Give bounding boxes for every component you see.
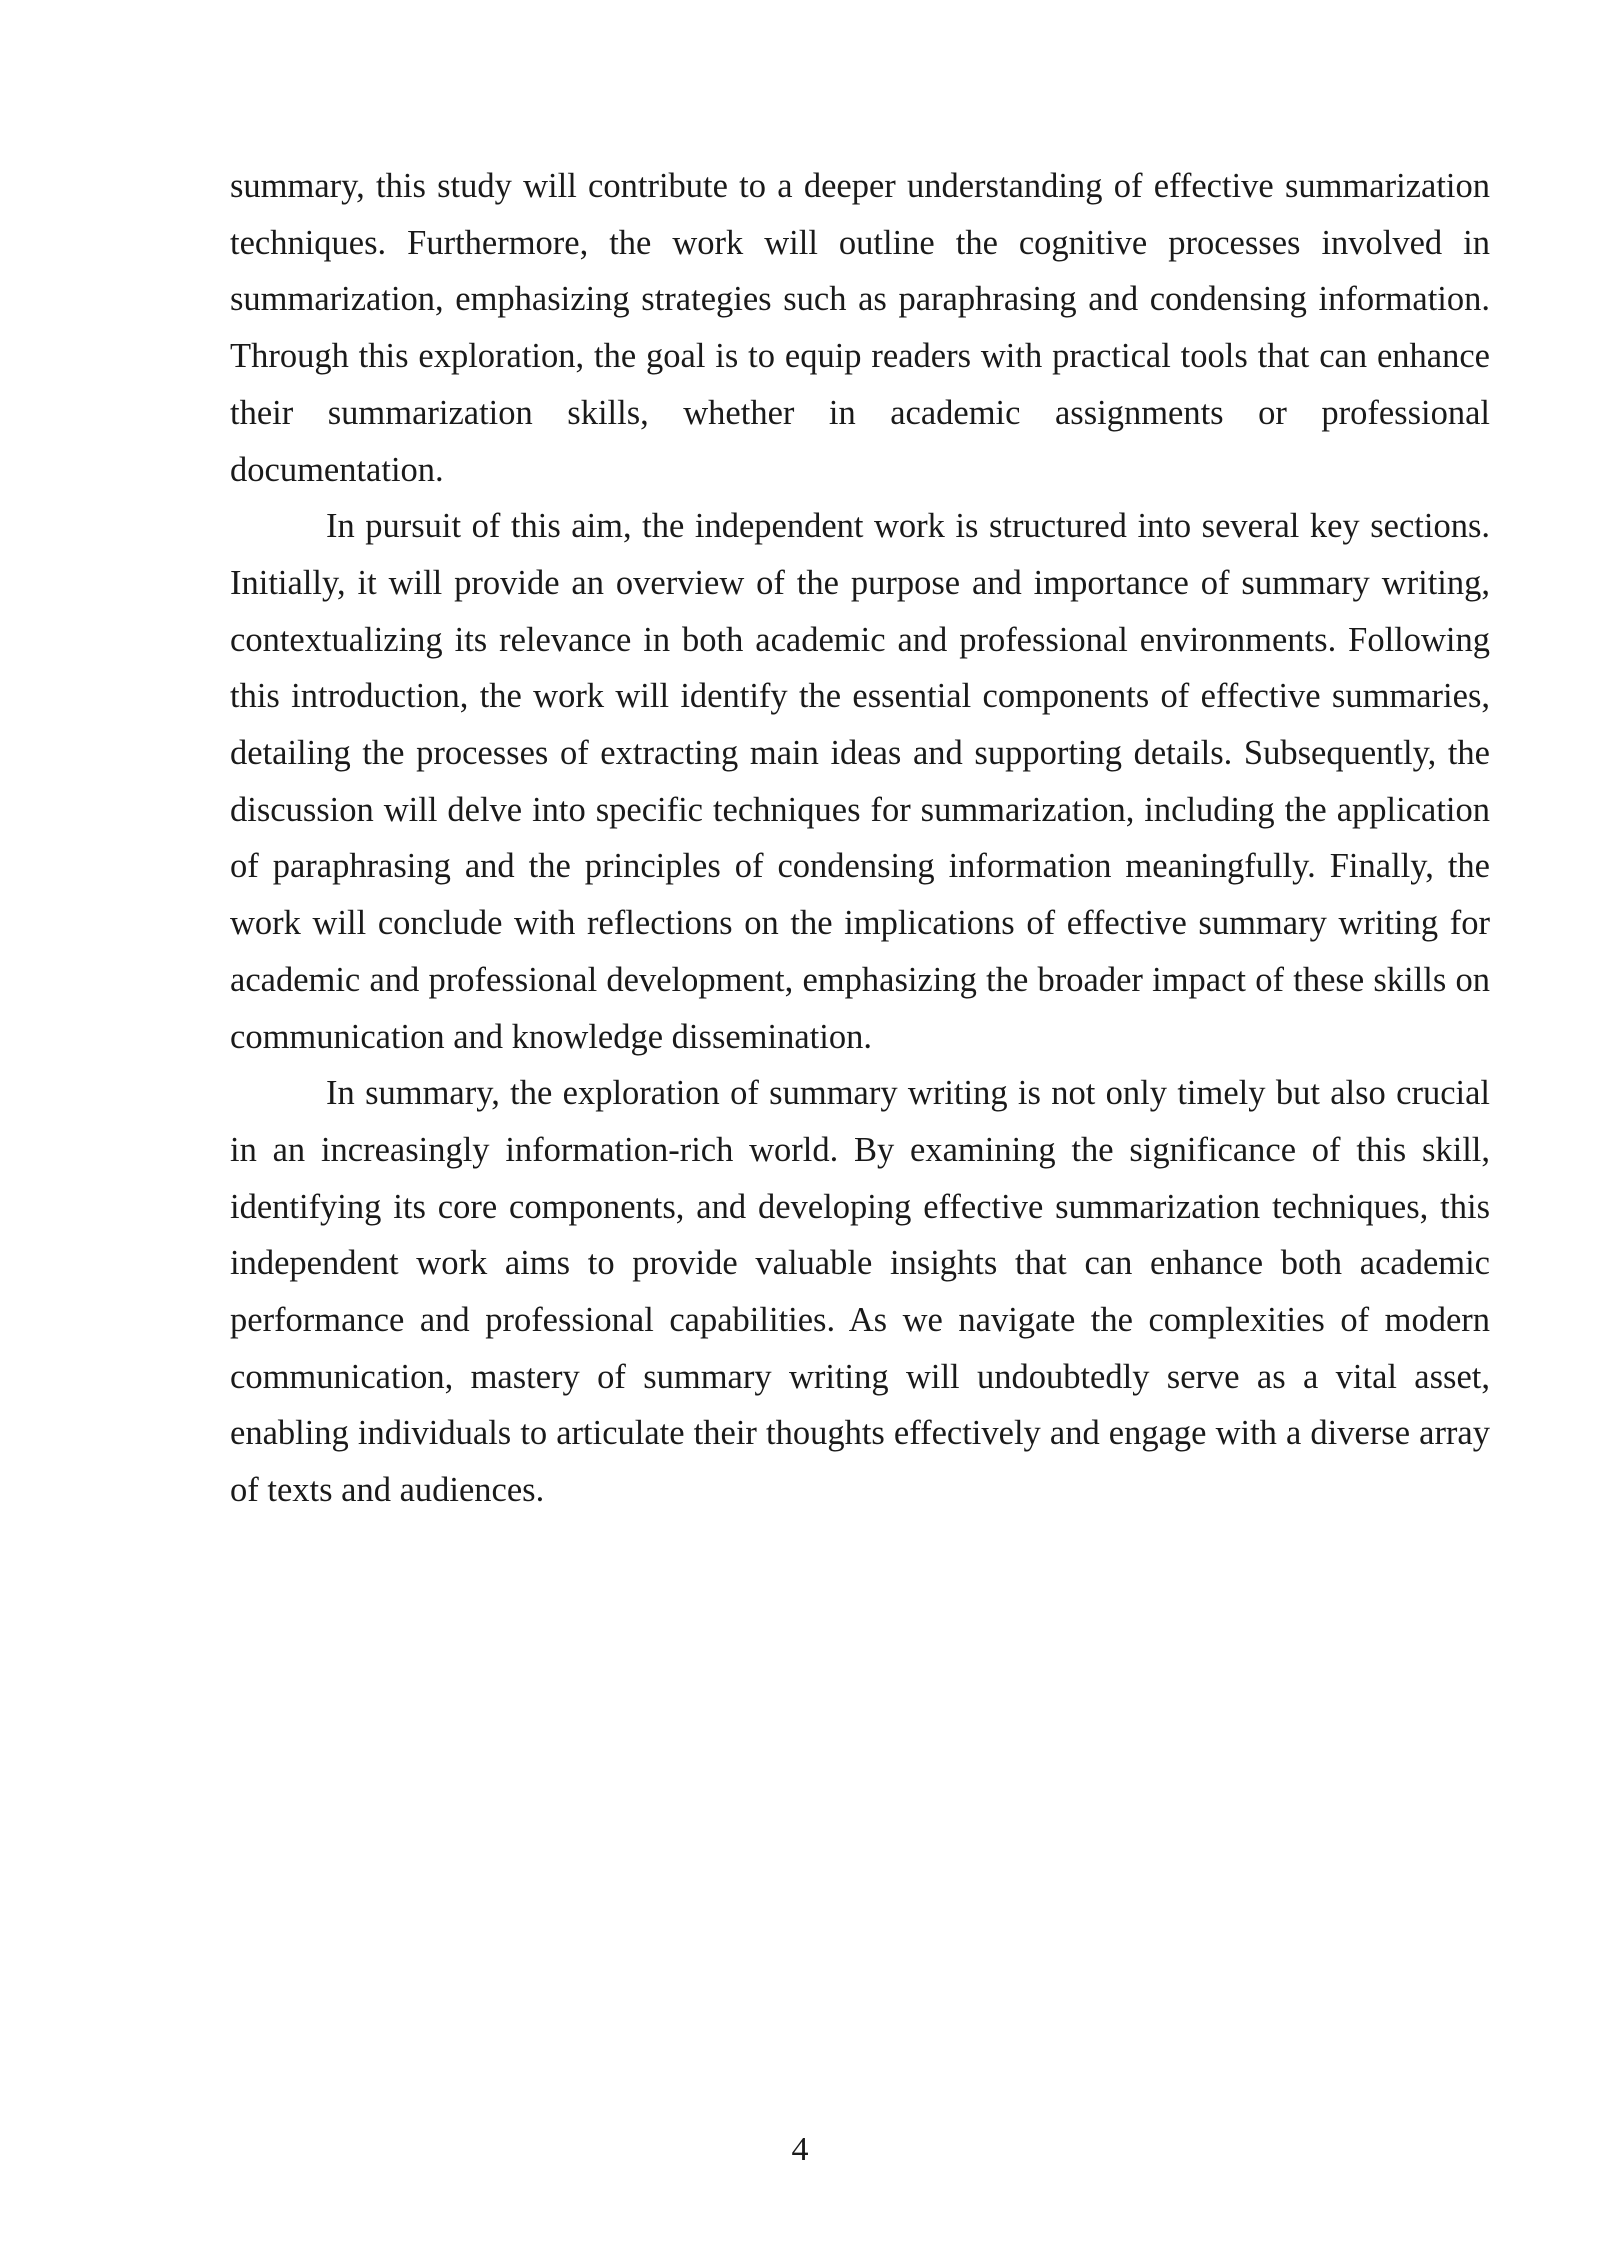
- body-text: [230, 158, 1490, 1519]
- paragraph-conclusion: In summary, the exploration of summary writing is not only timely but also crucial in an increasingly information-rich world. By examining the significance of this skill, identifying its core components, and developing effective summarization techniques, this independent work aims to provide valuable insights that can enhance both academic performance and professional capabilities. As we navigate the complexities of modern communication, mastery of summary writing will undoubtedly serve as a vital asset, enabling individuals to articulate their thoughts effectively and engage with a diverse array of texts and audiences.: [230, 1074, 1490, 1510]
- paragraph-continuation: summary, this study will contribute to a deeper understanding of effective summarization techniques. Furthermore, the work will outline the cognitive processes involved in summarization, emphasizing strategies such as paraphrasing and condensing information. Through this exploration, the goal is to equip readers with practical tools that can enhance their summarization skills, whether in academic assignments or professional documentation.: [230, 167, 1490, 489]
- page-number: 4: [791, 2131, 809, 2168]
- paragraph-structure: In pursuit of this aim, the independent work is structured into several key sections. Initially, it will provide an overview of the purpose and importance of summary writing, contextualizing its relevance in both academic and professional environments. Following this introduction, the work will identify the essential components of effective summaries, detailing the processes of extracting main ideas and supporting details. Subsequently, the discussion will delve into specific techniques for summarization, including the application of paraphrasing and the principles of condensing information meaningfully. Finally, the work will conclude with reflections on the implications of effective summary writing for academic and professional development, emphasizing the broader impact of these skills on communication and knowledge dissemination.: [230, 507, 1490, 1056]
